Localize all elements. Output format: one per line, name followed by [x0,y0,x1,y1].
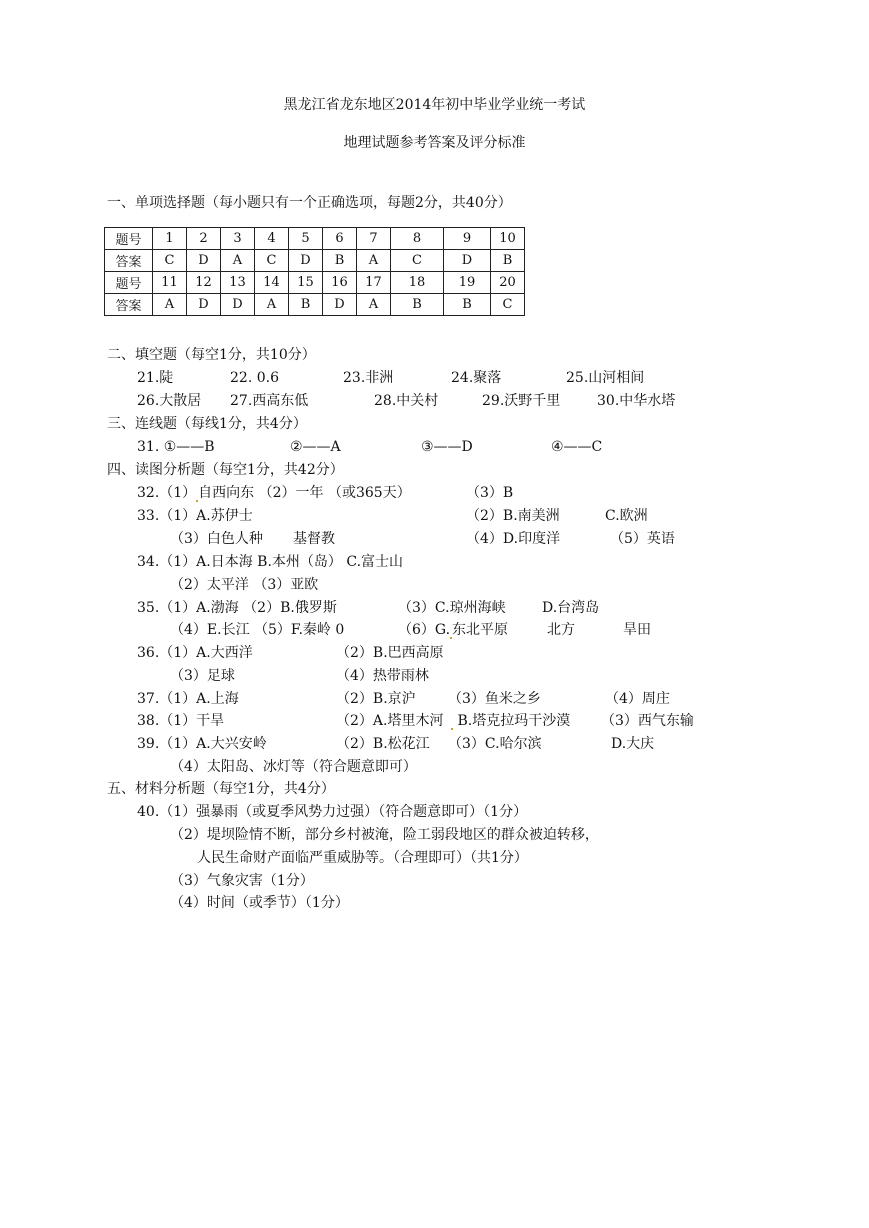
table-row [105,228,525,250]
table-cell: D [444,250,491,272]
answer-text: （4）E.长江 （5）F.秦岭 0 [170,622,345,638]
answer-text: D.大庆 [611,736,655,752]
table-cell: D [221,294,255,316]
table-cell: 18 [391,272,444,294]
answer-text: B.塔克拉玛干沙漠 [457,713,571,729]
answer-text: 35.（1）A.渤海 （2）B.俄罗斯 [137,600,337,616]
table-cell: 14 [255,272,289,294]
answer-text: C.欧洲 [605,508,648,524]
table-cell: 2 [187,228,221,250]
table-cell: 10 [491,228,525,250]
table-row [105,250,525,272]
answer-text: （4）太阳岛、冰灯等（符合题意即可） [170,759,417,775]
table-cell: A [357,250,391,272]
answer-text: 32.（1） [137,485,197,501]
table-cell: 16 [323,272,357,294]
table-cell: A [153,294,187,316]
table-cell: B [323,250,357,272]
answer-text: （2）B.巴西高原 [336,645,444,661]
table-cell: 12 [187,272,221,294]
answer-text: 40.（1）强暴雨（或夏季风势力过强）（符合题意即可）（1分） [137,804,528,820]
table-cell: A [357,294,391,316]
mark-dot [451,728,453,730]
answer-text: 33.（1）A.苏伊士 [137,508,253,524]
table-cell: 题号 [105,272,153,294]
section-3-heading: 三、连线题（每线1分，共4分） [107,416,307,432]
answer-text: （6）G. [398,622,451,638]
answer-text: （3）B [466,485,514,501]
answer-line [398,621,508,639]
answer-text: 人民生命财产面临严重威胁等。（合理即可）（共1分） [197,850,528,866]
table-cell: C [153,250,187,272]
answer-text: 自西向东 （2）一年 （或365天） [198,485,411,501]
answer-text: 34.（1）A.日本海 B.本州（岛） C.富士山 [137,554,404,570]
table-cell: 3 [221,228,255,250]
answer-text: （2）B.松花江 [336,736,430,752]
table-cell: 4 [255,228,289,250]
section-4-heading: 四、读图分析题（每空1分，共42分） [107,462,344,478]
answer-text: 37.（1）A.上海 [137,691,239,707]
answer-text: D.台湾岛 [542,600,600,616]
table-cell: 8 [391,228,444,250]
answer-line [451,712,570,730]
answer-text: 北方 [547,622,575,638]
table-cell: 17 [357,272,391,294]
match-answer: ③——D [421,439,473,455]
fill-answer: 25.山河相间 [566,370,645,386]
fill-answer: 29.沃野千里 [482,393,561,409]
table-cell: A [255,294,289,316]
table-cell: 11 [153,272,187,294]
answer-text: （4）时间（或季节）（1分） [170,895,349,911]
answer-text: （2）B.南美洲 [466,508,560,524]
answer-text: 旱田 [623,622,651,638]
answer-text: 36.（1）A.大西洋 [137,645,253,661]
match-answer: 31. ①——B [137,439,215,455]
table-cell: D [187,250,221,272]
table-cell: D [323,294,357,316]
match-answer: ④——C [551,439,603,455]
answer-text: 39.（1）A.大兴安岭 [137,736,267,752]
answer-text: 38.（1）干旱 [137,713,225,729]
answer-text: （4）D.印度洋 [466,531,561,547]
answer-text: （2）A.塔里木河 [336,713,444,729]
answer-table [104,227,525,316]
section-5-heading: 五、材料分析题（每空1分，共4分） [107,781,335,797]
match-answer: ②——A [290,439,341,455]
fill-answer: 28.中关村 [374,393,439,409]
answer-text: 东北平原 [452,622,509,638]
fill-answer: 22. 0.6 [230,370,279,386]
fill-answer: 30.中华水塔 [597,393,676,409]
answer-text: （3）C.哈尔滨 [448,736,542,752]
table-row [105,272,525,294]
answer-text: （4）热带雨林 [336,668,429,684]
table-row [105,294,525,316]
answer-text: （2）堤坝险情不断，部分乡村被淹，险工弱段地区的群众被迫转移， [170,827,599,843]
fill-answer: 24.聚落 [451,370,502,386]
table-cell: 9 [444,228,491,250]
answer-text: （3）西气东输 [601,713,694,729]
table-cell: D [187,294,221,316]
table-cell: 13 [221,272,255,294]
answer-text: （2）B.京沪 [336,691,416,707]
table-cell: B [391,294,444,316]
table-cell: C [255,250,289,272]
table-cell: B [491,250,525,272]
table-cell: B [444,294,491,316]
table-cell: C [491,294,525,316]
answer-text: （3）鱼米之乡 [448,691,541,707]
fill-answer: 26.大散居 [137,393,202,409]
fill-answer: 27.西高东低 [230,393,309,409]
section-2-heading: 二、填空题（每空1分，共10分） [107,347,316,363]
answer-line [137,484,411,502]
table-cell: 7 [357,228,391,250]
table-cell: A [221,250,255,272]
table-cell: 15 [289,272,323,294]
table-cell: D [289,250,323,272]
table-cell: 题号 [105,228,153,250]
answer-text: 基督教 [293,531,335,547]
answer-text: （4）周庄 [605,691,670,707]
table-cell: 答案 [105,250,153,272]
table-cell: 答案 [105,294,153,316]
answer-text: （3）气象灾害（1分） [170,873,314,889]
document-subtitle: 地理试题参考答案及评分标准 [343,135,526,151]
section-1-heading: 一、单项选择题（每小题只有一个正确选项，每题2分，共40分） [107,195,512,211]
table-cell: 6 [323,228,357,250]
answer-text: （2）太平洋 （3）亚欧 [170,577,319,593]
answer-text: （3）足球 [170,668,235,684]
fill-answer: 23.非洲 [343,370,394,386]
table-cell: 5 [289,228,323,250]
table-cell: B [289,294,323,316]
table-cell: 19 [444,272,491,294]
answer-text: （3）C.琼州海峡 [398,600,506,616]
table-cell: 1 [153,228,187,250]
table-cell: 20 [491,272,525,294]
answer-text: （3）白色人种 [170,531,263,547]
answer-text: （5）英语 [610,531,675,547]
table-cell: C [391,250,444,272]
fill-answer: 21.陡 [137,370,174,386]
document-title: 黑龙江省龙东地区2014年初中毕业学业统一考试 [283,97,586,113]
